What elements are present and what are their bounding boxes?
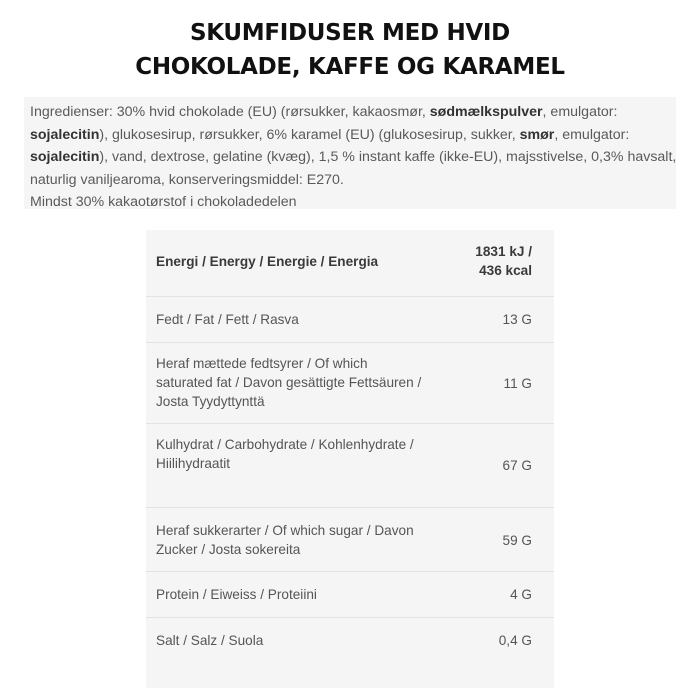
nutrition-row-salt <box>146 618 554 688</box>
nutrition-label-line: Heraf mættede fedtsyrer / Of which <box>156 356 368 371</box>
allergen-text: smør <box>519 126 555 143</box>
nutrition-label <box>156 354 466 411</box>
nutrition-value: 4 G <box>510 587 532 602</box>
ingredients-text: Ingredienser: 30% hvid chokolade (EU) (rørsukker, kakaosmør, <box>30 104 430 120</box>
nutrition-row-energy <box>146 230 554 297</box>
nutrition-label: Protein / Eiweiss / Proteiini <box>156 587 317 602</box>
allergen-text: sojalecitin <box>30 126 100 143</box>
ingredients-line-1 <box>30 101 670 124</box>
ingredients-line-4: naturlig vaniljearoma, konserveringsmiddel: E270. <box>30 171 344 188</box>
nutrition-value: 13 G <box>502 312 532 327</box>
nutrition-label-line: Kulhydrat / Carbohydrate / Kohlenhydrate / <box>156 437 414 452</box>
nutrition-label: Energi / Energy / Energie / Energia <box>156 254 379 269</box>
nutrition-label-line: Hiilihydraatit <box>156 456 231 471</box>
nutrition-label-line: Josta Tyydyttynttä <box>156 394 265 409</box>
nutrition-table <box>146 230 554 688</box>
ingredients-text: ), vand, dextrose, gelatine (kvæg), 1,5 % instant kaffe (ikke-EU), majsstivelse, 0,3% havsalt, <box>99 149 677 165</box>
nutrition-label <box>156 435 466 473</box>
nutrition-label-line: saturated fat / Davon gesättigte Fettsäuren / <box>156 375 422 390</box>
cocoa-content-note: Mindst 30% kakaotørstof i chokoladedelen <box>30 194 297 210</box>
nutrition-row-saturated-fat <box>146 343 554 424</box>
ingredients-line-3 <box>30 146 677 169</box>
ingredients-box <box>24 97 676 209</box>
nutrition-value <box>475 242 532 280</box>
nutrition-label: Fedt / Fat / Fett / Rasva <box>156 312 299 327</box>
nutrition-value: 67 G <box>502 458 532 473</box>
nutrition-label <box>156 521 466 559</box>
nutrition-value: 0,4 G <box>498 633 532 648</box>
ingredients-text: , emulgator: <box>542 104 618 120</box>
allergen-text: sojalecitin <box>30 149 100 165</box>
energy-kj: 1831 kJ / <box>475 244 532 259</box>
nutrition-row-protein <box>146 572 554 618</box>
nutrition-row-fat <box>146 297 554 343</box>
nutrition-value: 59 G <box>502 533 532 548</box>
product-title <box>0 16 700 84</box>
nutrition-label-line: Heraf sukkerarter / Of which sugar / Davon <box>156 523 414 538</box>
energy-kcal: 436 kcal <box>479 263 532 278</box>
nutrition-value: 11 G <box>503 376 532 391</box>
nutrition-label-line: Zucker / Josta sokereita <box>156 542 301 557</box>
nutrition-label: Salt / Salz / Suola <box>156 633 264 648</box>
nutrition-row-carbohydrate <box>146 424 554 508</box>
product-title-line-2: CHOKOLADE, KAFFE OG KARAMEL <box>135 54 565 80</box>
allergen-text: sødmælkspulver <box>429 104 543 120</box>
ingredients-text: ), glukosesirup, rørsukker, 6% karamel (EU) (glukosesirup, sukker, <box>99 126 520 143</box>
ingredients-text: , emulgator: <box>554 126 630 143</box>
product-title-line-1: SKUMFIDUSER MED HVID <box>190 20 510 46</box>
ingredients-line-2 <box>30 124 670 147</box>
nutrition-row-sugar <box>146 508 554 572</box>
